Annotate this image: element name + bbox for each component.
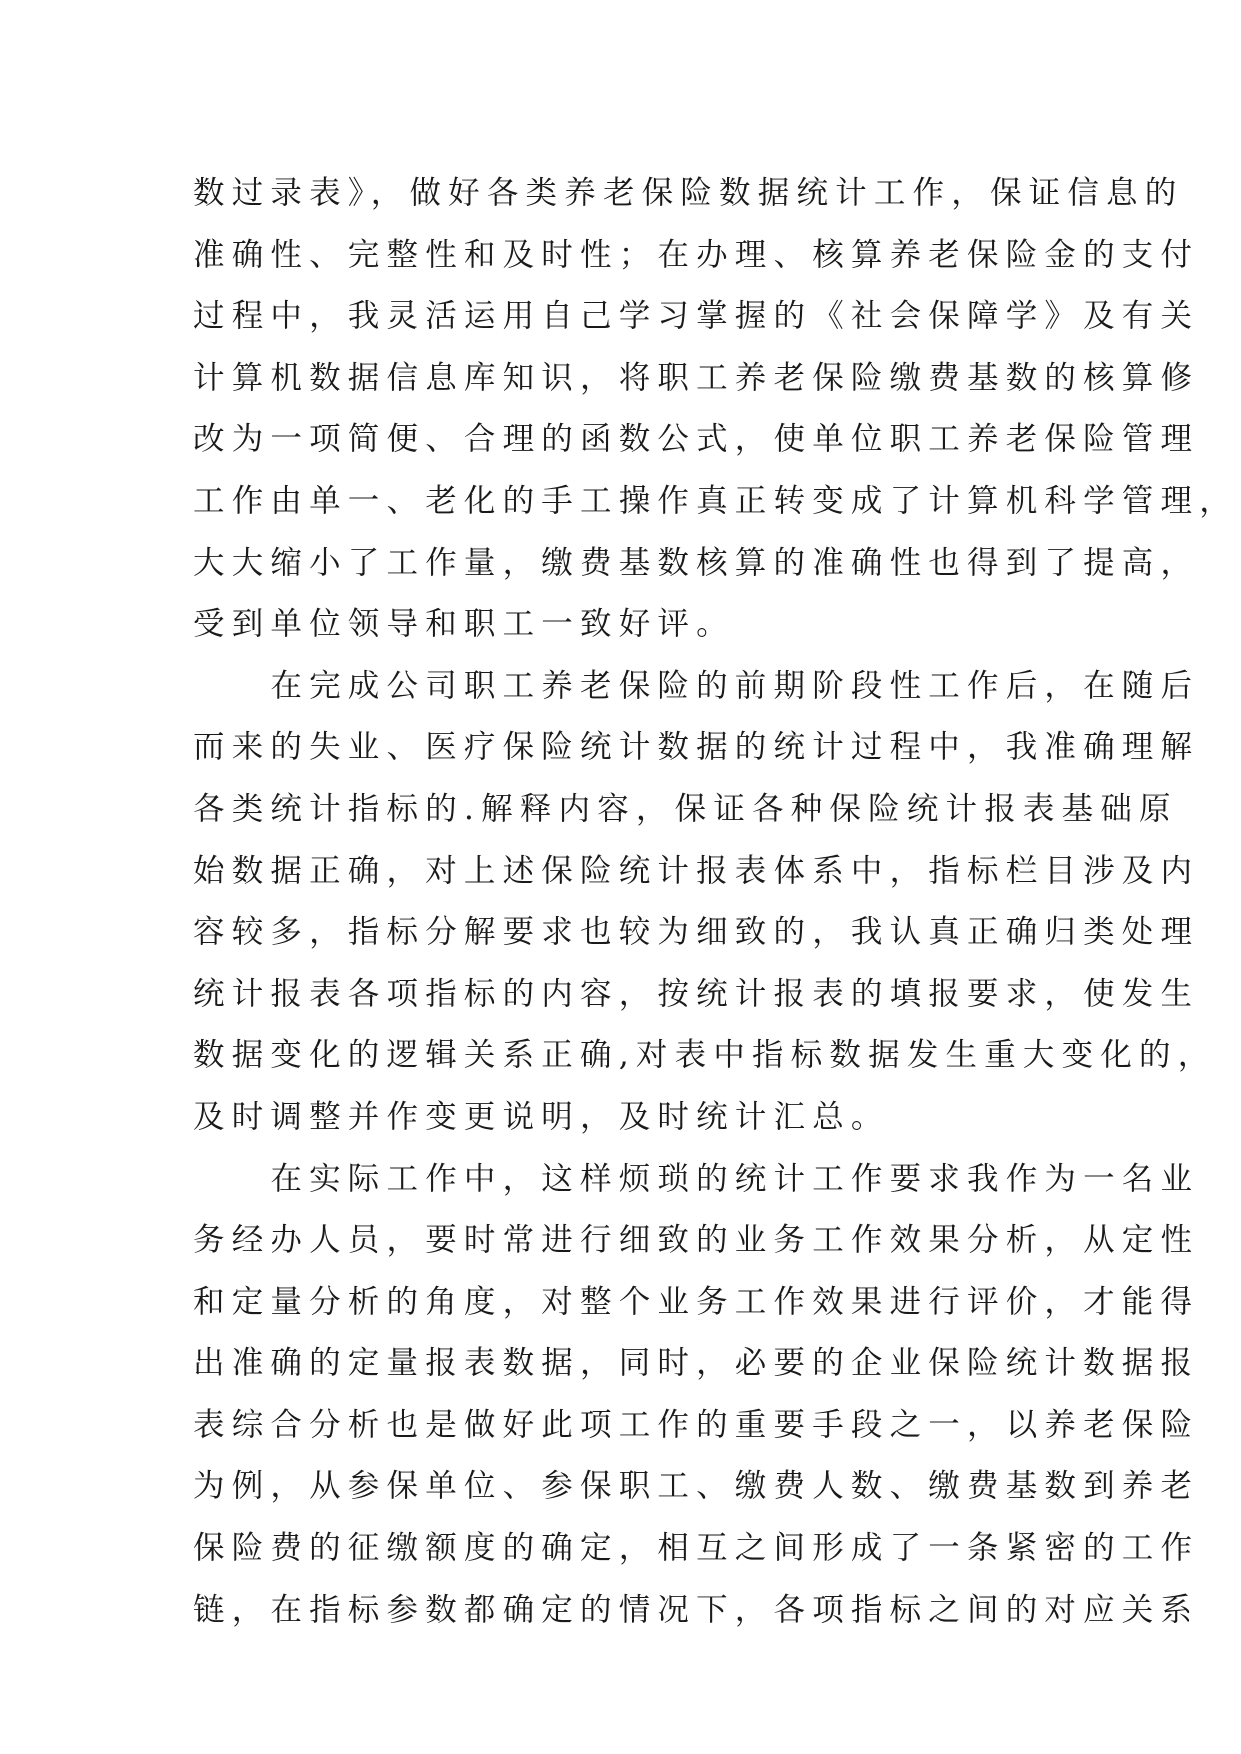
text-line: 务经办人员，要时常进行细致的业务工作效果分析，从定性 xyxy=(193,1222,1200,1259)
text-line: 始数据正确，对上述保险统计报表体系中，指标栏目涉及内 xyxy=(193,852,1200,889)
text-line: 在实际工作中，这样烦琐的统计工作要求我作为一名业 xyxy=(193,1160,1200,1197)
text-line: 大大缩小了工作量，缴费基数核算的准确性也得到了提高， xyxy=(193,544,1200,581)
text-line: 数过录表》，做好各类养老保险数据统计工作，保证信息的 xyxy=(193,175,1184,211)
text-line: 和定量分析的角度，对整个业务工作效果进行评价，才能得 xyxy=(193,1283,1200,1320)
text-line: 及时调整并作变更说明，及时统计汇总。 xyxy=(193,1098,890,1135)
text-line: 过程中，我灵活运用自己学习掌握的《社会保障学》及有关 xyxy=(193,298,1200,335)
text-line: 出准确的定量报表数据，同时，必要的企业保险统计数据报 xyxy=(193,1345,1200,1382)
text-line: 表综合分析也是做好此项工作的重要手段之一，以养老保险 xyxy=(193,1406,1200,1443)
text-line: 受到单位领导和职工一致好评。 xyxy=(193,606,735,643)
text-line: 计算机数据信息库知识，将职工养老保险缴费基数的核算修 xyxy=(193,359,1200,396)
text-line: 保险费的征缴额度的确定，相互之间形成了一条紧密的工作 xyxy=(193,1530,1200,1567)
text-line: 链，在指标参数都确定的情况下，各项指标之间的对应关系 xyxy=(193,1591,1200,1628)
text-line: 在完成公司职工养老保险的前期阶段性工作后，在随后 xyxy=(193,667,1200,704)
text-line: 改为一项简便、合理的函数公式，使单位职工养老保险管理 xyxy=(193,421,1200,458)
body-text xyxy=(193,163,1238,1641)
text-line: 统计报表各项指标的内容，按统计报表的填报要求，使发生 xyxy=(193,975,1200,1012)
text-line: 而来的失业、医疗保险统计数据的统计过程中，我准确理解 xyxy=(193,729,1200,766)
text-line: 容较多，指标分解要求也较为细致的，我认真正确归类处理 xyxy=(193,914,1200,951)
text-line: 数据变化的逻辑关系正确,对表中指标数据发生重大变化的， xyxy=(193,1037,1217,1074)
text-line: 为例，从参保单位、参保职工、缴费人数、缴费基数到养老 xyxy=(193,1468,1200,1505)
text-line: 准确性、完整性和及时性；在办理、核算养老保险金的支付 xyxy=(193,236,1200,273)
text-line: 工作由单一、老化的手工操作真正转变成了计算机科学管理， xyxy=(193,482,1238,519)
text-line: 各类统计指标的.解释内容，保证各种保险统计报表基础原 xyxy=(193,790,1178,827)
